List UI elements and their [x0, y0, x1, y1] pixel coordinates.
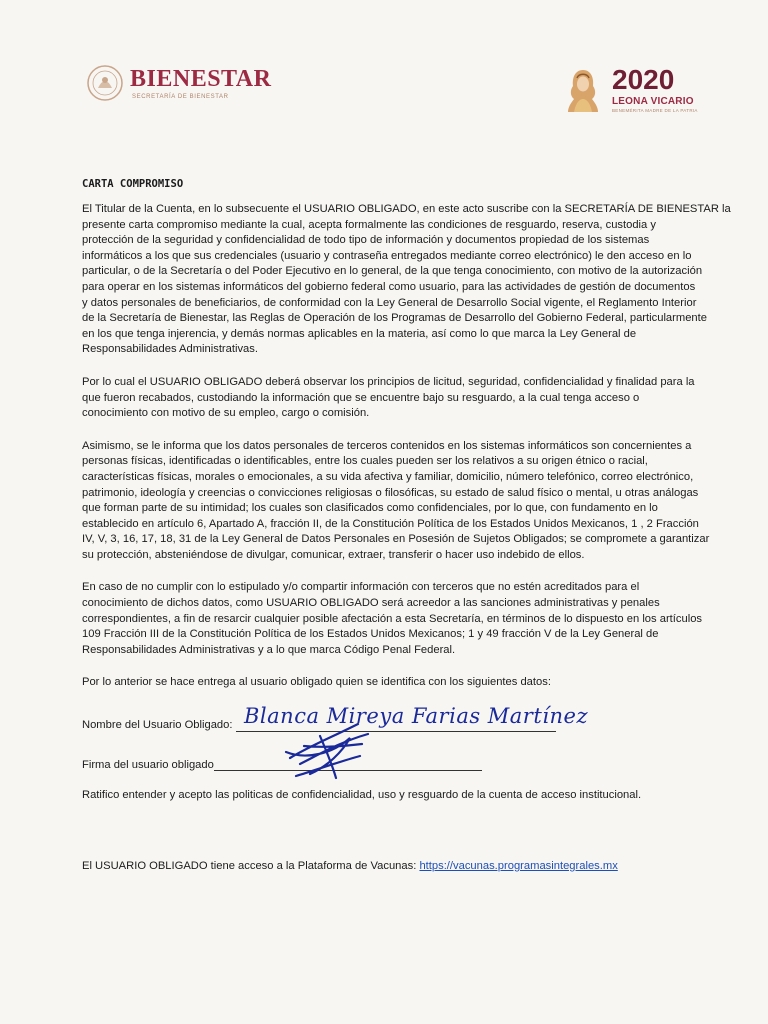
paragraph: [82, 580, 703, 658]
leona-vicario-tagline: BENEMÉRITA MADRE DE LA PATRIA: [612, 108, 698, 113]
name-field-row: [82, 719, 233, 731]
portrait-icon: [560, 66, 606, 112]
paragraph: [82, 675, 700, 691]
leona-vicario-label: LEONA VICARIO: [612, 96, 694, 107]
seal-icon: [86, 64, 124, 102]
text-line: En caso de no cumplir con lo estipulado y/o compartir información con terceros que no estén acreditados para el: [82, 581, 640, 594]
signature-label: Firma del usuario obligado: [82, 759, 214, 771]
brand-subtitle: SECRETARÍA DE BIENESTAR: [132, 94, 229, 100]
text-line: conocimiento de dichos datos, como USUARIO OBLIGADO será acreedor a las sanciones administrativas y penales: [82, 597, 660, 610]
access-row: [82, 860, 618, 872]
document-body: [82, 178, 731, 708]
text-line: que fueron recabados, custodiando la información que se encuentre bajo su resguardo, a la cual tenga acceso o: [82, 391, 640, 404]
text-line: conocimiento con motivo de su empleo, cargo o comisión.: [82, 407, 370, 420]
text-line: Por lo cual el USUARIO OBLIGADO deberá observar los principios de licitud, seguridad, confidencialidad y finalidad para la: [82, 375, 695, 388]
signature-scribble-icon: [280, 716, 376, 786]
text-line: características físicas, morales o emocionales, a su vida afectiva y familiar, domicilio, número telefónico, correo electrónico,: [82, 470, 694, 483]
text-line: 109 Fracción III de la Constitución Política de los Estados Unidos Mexicanos; 1 y 49 fracción V de la Ley General de: [82, 628, 659, 641]
document-title: CARTA COMPROMISO: [82, 178, 184, 190]
text-line: protección de la seguridad y confidencialidad de todo tipo de información y documentos propiedad de los sistemas: [82, 234, 650, 247]
text-line: Por lo anterior se hace entrega al usuario obligado quien se identifica con los siguientes datos:: [82, 676, 551, 689]
text-line: en los que tenga injerencia, y demás normas aplicables en la materia, así como lo que marca la Ley General de: [82, 327, 637, 340]
text-line: su protección, absteniéndose de divulgar, comunicar, extraer, transferir o hacer uso indebido de ellos.: [82, 548, 585, 561]
bienestar-logo: [86, 64, 306, 110]
text-line: personas físicas, identificadas o identificables, entre los cuales pueden ser los relativos a su origen étnico o racial,: [82, 455, 648, 468]
brand-name: BIENESTAR: [130, 66, 272, 92]
vacunas-link[interactable]: https://vacunas.programasintegrales.mx: [419, 860, 618, 872]
letterhead: [0, 0, 768, 130]
text-line: que forman parte de su intimidad; los cuales son clasificados como confidenciales, por lo que, con fundamento en lo: [82, 502, 658, 515]
handwritten-name: Blanca Mireya Farias Martínez: [244, 704, 589, 728]
paragraph: [82, 439, 710, 564]
text-line: IV, V, 3, 16, 17, 18, 31 de la Ley General de Datos Personales en Posesión de Sujetos Obligados; se compromete a garantizar: [82, 533, 710, 546]
paragraph: [82, 202, 731, 358]
signature-field-row: [82, 759, 214, 771]
text-line: Asimismo, se le informa que los datos personales de terceros contenidos en los sistemas informáticos son concernientes a: [82, 439, 692, 452]
text-line: presente carta compromiso mediante la cual, acepta formalmente las condiciones de resguardo, reserva, custodia y: [82, 218, 656, 231]
text-line: Responsabilidades Administrativas y a lo que marca Código Penal Federal.: [82, 643, 456, 656]
text-line: El Titular de la Cuenta, en lo subsecuente el USUARIO OBLIGADO, en este acto suscribe con la SECRETARÍA DE BIENESTAR la: [82, 203, 731, 215]
leona-vicario-logo: [560, 66, 710, 116]
ratify-row: [82, 789, 641, 801]
year-label: 2020: [612, 64, 675, 95]
text-line: patrimonio, ideología y creencias o convicciones religiosas o filosóficas, su estado de salud físico o mental, u otras análogas: [82, 486, 699, 499]
text-line: particular, o de la Secretaría o del Poder Ejecutivo en lo general, de la que tenga conocimiento, con motivo de la autorización: [82, 265, 703, 278]
text-line: y datos personales de beneficiarios, de conformidad con la Ley General de Desarrollo Social vigente, el Reglamento Interior: [82, 296, 697, 309]
text-line: de la Secretaría de Bienestar, las Reglas de Operación de los Programas de Desarrollo del Gobierno Federal, particularmente: [82, 312, 707, 325]
ratify-text: Ratifico entender y acepto las politicas de confidencialidad, uso y resguardo de la cuenta de acceso institucional.: [82, 789, 642, 801]
access-text: El USUARIO OBLIGADO tiene acceso a la Plataforma de Vacunas:: [82, 860, 420, 872]
paragraphs: [82, 202, 731, 691]
text-line: informáticos a los que sus credenciales (usuario y contraseña entregados mediante correo electrónico) le den acceso en lo: [82, 249, 692, 262]
name-label: Nombre del Usuario Obligado:: [82, 719, 233, 731]
text-line: establecido en artículo 6, Apartado A, fracción II, de la Constitución Política de los Estados Unidos Mexicanos, 1 , 2 Fracción: [82, 517, 699, 530]
paragraph: [82, 375, 700, 422]
text-line: correspondientes, a fin de resarcir cualquier posible afectación a esta Secretaría, en términos de lo dispuesto en los artículos: [82, 612, 703, 625]
text-line: Responsabilidades Administrativas.: [82, 343, 258, 356]
text-line: para operar en los sistemas informáticos del gobierno federal como usuario, para las actividades de gestión de documentos: [82, 280, 696, 293]
